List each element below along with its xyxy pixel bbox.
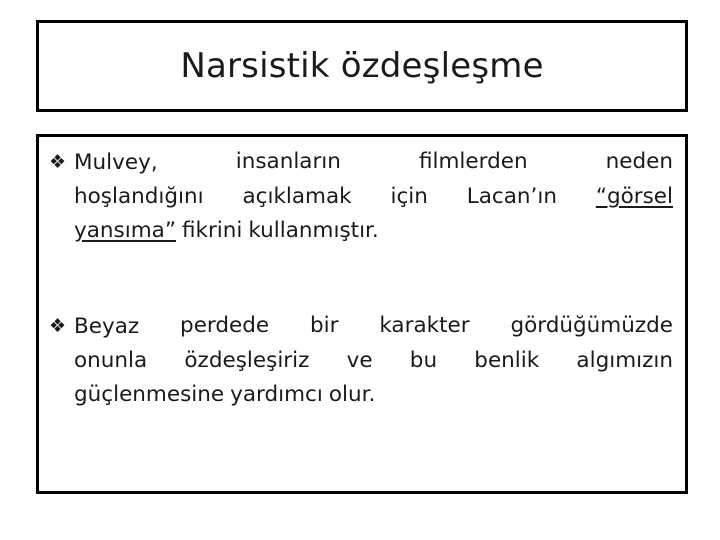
bullet-line [49, 309, 673, 344]
word: için [390, 184, 428, 209]
bullet-line [49, 145, 673, 180]
word: algımızın [576, 348, 673, 373]
word: Lacan’ın [466, 184, 557, 209]
bullet-line [49, 378, 673, 412]
word: kullanmıştır. [248, 218, 379, 243]
word: özdeşleşiriz [184, 348, 310, 373]
word: perdede [180, 313, 270, 338]
word: güçlenmesine [74, 382, 225, 407]
word: ❖ Mulvey, [49, 145, 158, 180]
diamond-bullet-icon: ❖ [49, 151, 67, 173]
bullet-line [49, 344, 673, 378]
word: karakter [379, 313, 470, 338]
bullet-item [49, 145, 673, 248]
word: ve [346, 348, 373, 373]
diamond-bullet-icon: ❖ [49, 315, 67, 337]
word: gördüğümüzde [510, 313, 673, 338]
bullet-item [49, 309, 673, 412]
word: bu [409, 348, 438, 373]
word: onunla [74, 348, 148, 373]
word: benlik [474, 348, 540, 373]
underlined-word: “görsel [595, 184, 673, 209]
bullet-line [49, 214, 673, 248]
title-box [36, 20, 688, 112]
word: yardımcı [230, 382, 323, 407]
word: bir [310, 313, 339, 338]
bullet-line [49, 180, 673, 214]
word: açıklamak [242, 184, 352, 209]
word: filmlerden [418, 149, 528, 174]
word: fikrini [181, 218, 243, 243]
word: hoşlandığını [74, 184, 204, 209]
word: neden [605, 149, 673, 174]
content-box [36, 134, 688, 494]
word: olur. [328, 382, 376, 407]
underlined-word: yansıma” [74, 218, 176, 243]
word: insanların [235, 149, 341, 174]
slide-title: Narsistik özdeşleşme [180, 46, 544, 86]
word: ❖ Beyaz [49, 309, 139, 344]
